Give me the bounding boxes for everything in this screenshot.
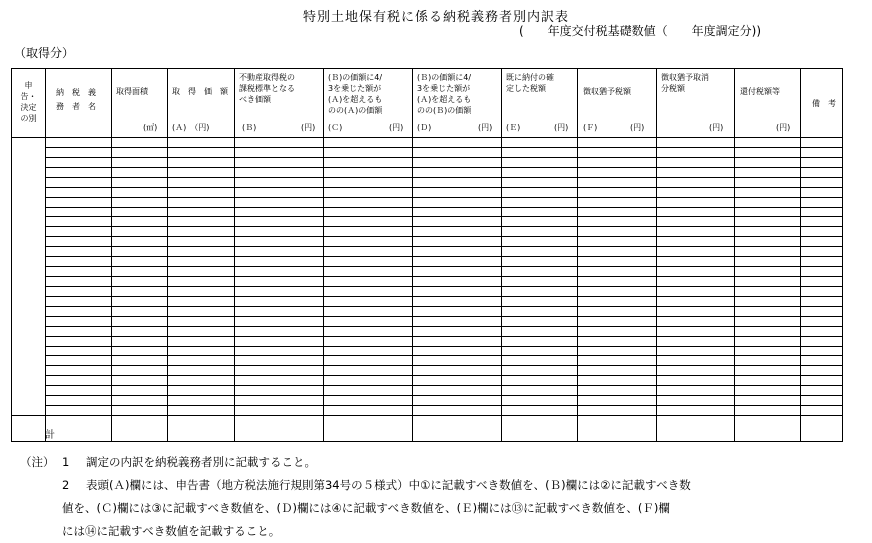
table-row-divider: [45, 385, 842, 386]
page-title: 特別土地保有税に係る納税義務者別内訳表: [302, 10, 569, 25]
table-row-divider: [45, 365, 842, 366]
table-row-divider: [45, 236, 842, 237]
header-bx-line4: のの(Ａ)の価額: [328, 106, 383, 115]
header-refund: 還付税額等: [740, 87, 780, 96]
header-cancel-line1: 徴収猶予取消: [661, 73, 709, 82]
table-row-divider: [45, 187, 842, 188]
header-declaration-label: 申告・決定の別: [20, 81, 37, 123]
header-suspend-unit: (円): [630, 123, 645, 132]
table-row-divider: [45, 405, 842, 406]
note-text: 表頭(Ａ)欄には、申告書（地方税法施行規則第34号の５様式）中①に記載すべき数値を、(Ｂ)欄には②に記載すべき数: [86, 478, 691, 492]
section-label: （取得分）: [14, 46, 75, 60]
table-row-divider: [45, 296, 842, 297]
header-bx-line3: (Ａ)を超えるも: [328, 95, 383, 104]
table-row-divider: [45, 147, 842, 148]
note-row-4: [14, 520, 864, 543]
header-ax-line1: (Ｂ)の価額に4/: [417, 73, 472, 82]
header-area: 取得面積: [116, 87, 148, 96]
header-ax-line4: のの(Ｂ)の価額: [417, 106, 472, 115]
header-standard-b: (Ｂ): [242, 123, 257, 132]
total-label: 計: [45, 430, 55, 441]
fiscal-year-subtitle: ( 年度交付税基礎数値（ 年度調定分)): [519, 24, 762, 38]
header-ax-line2: 3を乗じた額が: [417, 84, 471, 93]
note-text: 調定の内訳を納税義務者別に記載すること。: [86, 455, 316, 469]
header-standard-line2: 課税標準となる: [239, 84, 295, 93]
notes-label: （注）: [20, 455, 55, 469]
table-row-divider: [45, 395, 842, 396]
header-price: 取 得 価 額: [172, 87, 228, 96]
table-row-divider: [45, 326, 842, 327]
table-row-divider: [45, 316, 842, 317]
header-rule: [12, 137, 842, 138]
notes-block: [14, 451, 864, 543]
header-standard-unit: (円): [301, 123, 316, 132]
table-row-divider: [45, 276, 842, 277]
header-bx-unit: (円): [389, 123, 404, 132]
header-cancel-unit: (円): [709, 123, 724, 132]
header-suspend: 徴収猶予税額: [583, 87, 631, 96]
header-bx-line2: 3を乗じた額が: [328, 84, 382, 93]
note-row-3: [14, 497, 864, 520]
header-ax-line3: (Ａ)を超えるも: [417, 95, 472, 104]
note-continuation: には⑭に記載すべき数値を記載すること。: [62, 524, 281, 538]
header-declaration: [13, 80, 44, 124]
table-row-divider: [45, 306, 842, 307]
table-row-divider: [45, 167, 842, 168]
table-row-divider: [45, 207, 842, 208]
header-taxpayer-line1: 納 税 義: [56, 88, 96, 97]
header-area-unit: (㎡): [143, 123, 158, 132]
header-paid-line1: 既に納付の確: [506, 73, 554, 82]
total-row-rule: [12, 415, 842, 416]
note-number: 1: [62, 455, 70, 469]
note-continuation: 値を、(Ｃ)欄には③に記載すべき数値を、(Ｄ)欄には④に記載すべき数値を、(Ｅ)欄には⑬に記載すべき数値を、(Ｆ)欄: [62, 501, 670, 515]
table-row-divider: [45, 266, 842, 267]
note-number: 2: [62, 478, 70, 492]
table-row-divider: [45, 346, 842, 347]
header-refund-unit: (円): [776, 123, 791, 132]
breakdown-table: [11, 68, 843, 442]
table-row-divider: [45, 216, 842, 217]
header-ax-d: (Ｄ): [417, 123, 432, 132]
table-row-divider: [45, 246, 842, 247]
header-bx-c: (Ｃ): [328, 123, 343, 132]
header-cancel-line2: 分税額: [661, 84, 685, 93]
header-remarks: 備 考: [812, 99, 836, 108]
header-standard-line3: べき価額: [239, 95, 271, 104]
header-ax-unit: (円): [478, 123, 493, 132]
table-row-divider: [45, 336, 842, 337]
table-row-divider: [45, 226, 842, 227]
table-row-divider: [45, 355, 842, 356]
header-standard-line1: 不動産取得税の: [239, 73, 295, 82]
table-row-divider: [45, 177, 842, 178]
header-paid-unit: (円): [554, 123, 569, 132]
header-paid-line2: 定した税額: [506, 84, 546, 93]
header-price-a: (Ａ) （円): [172, 123, 210, 132]
table-row-divider: [45, 286, 842, 287]
table-row-divider: [45, 157, 842, 158]
table-row-divider: [45, 197, 842, 198]
header-taxpayer-line2: 務 者 名: [56, 102, 96, 111]
header-suspend-f: (Ｆ): [583, 123, 598, 132]
table-row-divider: [45, 256, 842, 257]
table-row-divider: [45, 375, 842, 376]
header-paid-e: (Ｅ): [506, 123, 521, 132]
header-bx-line1: (Ｂ)の価額に4/: [328, 73, 383, 82]
note-row-1: [14, 451, 864, 474]
note-row-2: [14, 474, 864, 497]
